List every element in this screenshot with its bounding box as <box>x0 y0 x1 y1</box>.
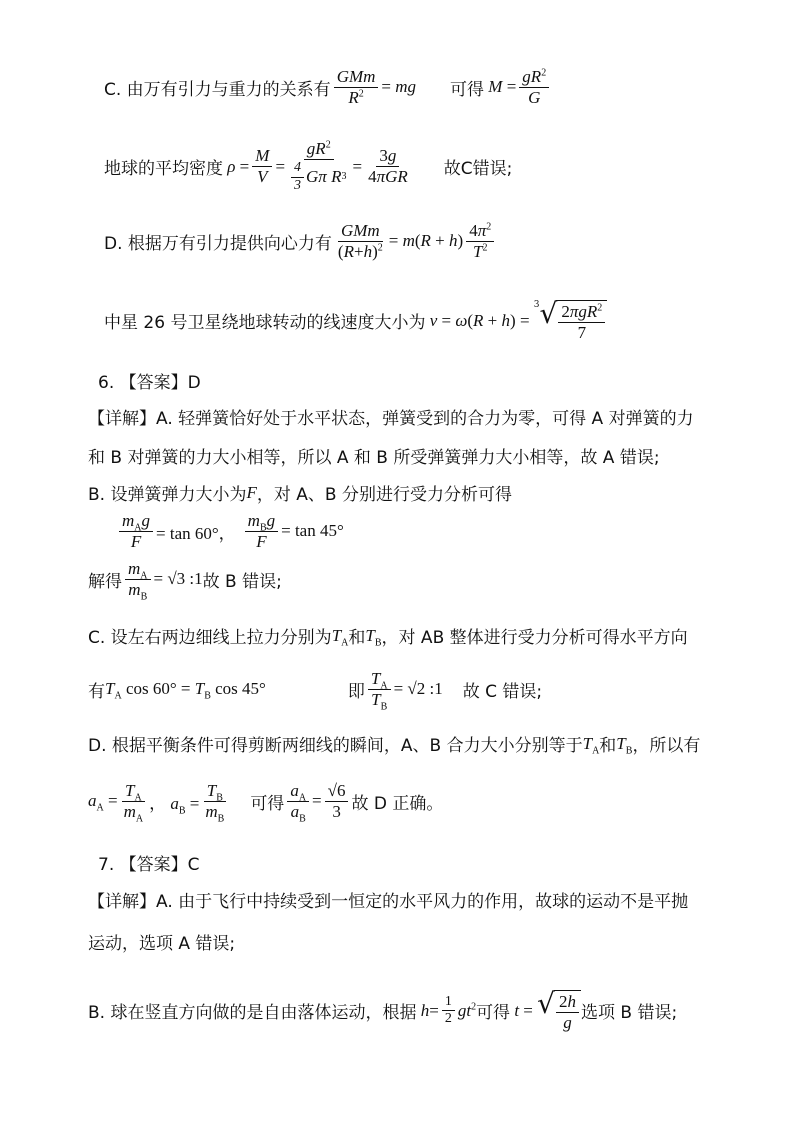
aa-over-ab-fraction: $\frac{a_A}{a_B}$ <box>287 782 309 821</box>
q6-b-text-2: ，对 A、B 分别进行受力分析可得 <box>256 485 512 505</box>
rho-symbol: ρ = <box>223 156 250 176</box>
q6-c-text-1: C. 设左右两边细线上拉力分别为 <box>88 628 332 648</box>
mass-formula: M = <box>484 77 517 97</box>
q6-a-line2 <box>88 443 660 468</box>
equals-mg: = mg <box>381 77 417 97</box>
sqrt-2h-over-g: √ $\frac{2h}{g}$ <box>537 990 581 1032</box>
q6-d-line1: D. 根据平衡条件可得剪断两细线的瞬间，A、B 合力大小分别等于 $T_A$ 和 $T_B$ ，所以有 <box>88 731 700 756</box>
q6-title <box>98 368 201 393</box>
q6-d-conclusion: 故 D 正确。 <box>351 793 444 814</box>
q6-b-solve: 解得 $\frac{m_A}{m_B}$ = √3 :1 故 B 错误; <box>88 559 282 603</box>
q6-title-text: 6. 【答案】D <box>98 373 201 393</box>
q7-a-text-2: 运动，选项 A 错误; <box>88 934 236 954</box>
q6-c-conclusion: 故 C 错误; <box>462 681 543 702</box>
gr2-over-volume-fraction: $gR^2$ $\frac{4}{3}$ Gπ R 3 <box>288 140 349 193</box>
gmm-over-r2-fraction: $\frac{\text{GMm}}{R^2}$ <box>334 68 379 107</box>
ta-over-ma-fraction: $\frac{T_A}{m_A}$ <box>123 781 144 825</box>
q7-b-line: B. 球在竖直方向做的是自由落体运动，根据 h= $\frac{1}{2}$ $gt^2$ 可得 t = √ $\frac{2h}{g}$ 选项 B 错误; <box>88 987 678 1032</box>
q7-b-text-2: 可得 <box>476 1003 511 1024</box>
q6-c-line2: 有 $T_A$ $\cos 60^\circ = T_B$ cos 45° 即 $\frac{T_A}{T_B}$ = √2 :1 故 C 错误; <box>88 669 543 713</box>
3g-over-4pigr-fraction: $\frac{3g}{\text{4πGR}}$ <box>368 146 408 187</box>
q6-c-text-2: 和 <box>348 628 366 648</box>
q6-b-text-1: B. 设弹簧弹力大小为 <box>88 485 247 505</box>
q6-b-equations: $\frac{m_Ag}{F}$ = tan 60°， $\frac{m_Bg}{F}$ = tan 45° <box>116 512 344 551</box>
q6-b-conclusion: 故 B 错误; <box>202 571 282 592</box>
mbg-over-f-fraction: $\frac{m_Bg}{F}$ <box>245 512 278 551</box>
q6-d-text-1: D. 根据平衡条件可得剪断两细线的瞬间，A、B 合力大小分别等于 <box>88 736 583 756</box>
d-centripetal-line: D. 根据万有引力提供向心力有 $\frac{\text{GMm}}{(R+h)^2}$ = m(R + h) $\frac{4\pi^2}{T^2}$ <box>104 222 497 261</box>
4pi2-over-t2-fraction: $\frac{4\pi^2}{T^2}$ <box>466 222 494 261</box>
q6-a-line1 <box>88 404 694 429</box>
q7-a-line1 <box>88 887 688 912</box>
q7-title <box>98 850 200 875</box>
ma-over-mb-fraction: $\frac{m_A}{m_B}$ <box>125 560 151 599</box>
gr2-over-g-fraction: $\frac{gR^2}{G}$ <box>519 68 549 107</box>
q7-b-text-1: B. 球在竖直方向做的是自由落体运动，根据 <box>88 1003 417 1024</box>
q7-a-line2 <box>88 929 235 954</box>
q6-c-text-3: ，对 AB 整体进行受力分析可得水平方向 <box>381 628 688 648</box>
velocity-line: 中星 26 号卫星绕地球转动的线速度大小为 v = ω(R + h) = $^3$√ $\frac{2\pi gR^2}{7}$ <box>104 300 607 342</box>
density-line: 地球的平均密度 ρ = $\frac{M}{V}$ = $gR^2$ $\frac{4}{3}$ Gπ R 3 = $\frac{3g}{\text{4πGR}}$ 故C错误; <box>104 139 513 193</box>
q6-d-line2: $a_A$ = $\frac{T_A}{m_A}$ ， $a_B$ = $\frac{T_B}{m_B}$ 可得 $\frac{a_A}{a_B}$ = $\frac{√6}{3}$ 故 D 正确。 <box>88 781 444 825</box>
q6-d-text-2: 和 <box>599 736 617 756</box>
m-over-v-fraction: $\frac{M}{V}$ <box>252 147 272 186</box>
c-result-prefix: 可得 <box>450 79 485 100</box>
c-relation-line <box>104 68 552 107</box>
q7-a-text-1: 【详解】A. 由于飞行中持续受到一恒定的水平风力的作用，故球的运动不是平抛 <box>88 892 689 912</box>
q7-b-text-3: 选项 B 错误; <box>580 1003 678 1024</box>
q6-c-has: 有 <box>88 681 105 702</box>
sqrt6-over-3-fraction: $\frac{√6}{3}$ <box>325 782 349 821</box>
q6-a-text-2: 和 B 对弹簧的力大小相等，所以 A 和 B 所受弹簧弹力大小相等，故 A 错误; <box>88 448 660 468</box>
q7-title-text: 7. 【答案】C <box>98 855 200 875</box>
mag-over-f-fraction: $\frac{m_Ag}{F}$ <box>119 512 153 551</box>
ta-over-tb-fraction: $\frac{T_A}{T_B}$ <box>368 670 391 709</box>
density-label: 地球的平均密度 <box>104 159 223 180</box>
q6-a-text-1: 【详解】A. 轻弹簧恰好处于水平状态，弹簧受到的合力为零，可得 A 对弹簧的力 <box>88 409 694 429</box>
q6-b-line1: B. 设弹簧弹力大小为 F ，对 A、B 分别进行受力分析可得 <box>88 480 512 505</box>
d-label: D. 根据万有引力提供向心力有 <box>104 233 332 254</box>
q6-d-can: 可得 <box>250 793 285 814</box>
q6-c-ie: 即 <box>347 681 365 702</box>
q6-b-solve-label: 解得 <box>88 571 122 592</box>
q6-d-text-3: ，所以有 <box>632 736 701 756</box>
velocity-label: 中星 26 号卫星绕地球转动的线速度大小为 <box>104 313 426 334</box>
gmm-over-rh2-fraction: $\frac{\text{GMm}}{(R+h)^2}$ <box>337 221 383 261</box>
q6-c-line1: C. 设左右两边细线上拉力分别为 $T_A$ 和 $T_B$ ，对 AB 整体进行受力分析可得水平方向 <box>88 623 688 648</box>
half-fraction: $\frac{1}{2}$ <box>442 995 455 1027</box>
cube-root-expression: $^3$√ $\frac{2\pi gR^2}{7}$ <box>534 300 607 342</box>
tb-over-mb-fraction: $\frac{T_B}{m_B}$ <box>205 781 225 825</box>
c-conclusion: 故C错误; <box>443 159 513 180</box>
c-label: C. 由万有引力与重力的关系有 <box>104 79 331 100</box>
